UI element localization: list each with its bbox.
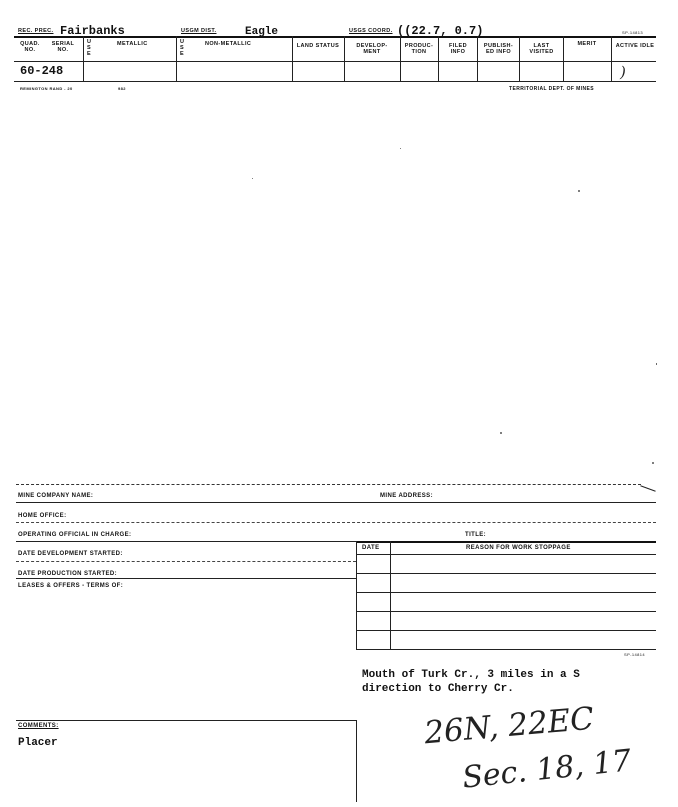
col-divider xyxy=(292,36,293,81)
mine-address-label: MINE ADDRESS: xyxy=(380,493,433,499)
col-divider xyxy=(176,36,177,81)
lower-top-rule xyxy=(16,484,641,485)
usgs-dist-value: Eagle xyxy=(245,26,279,38)
date-dev-label: DATE DEVELOPMENT STARTED: xyxy=(18,551,123,557)
header-mid-rule xyxy=(14,61,656,62)
rule xyxy=(16,502,656,503)
location-line-1: Mouth of Turk Cr., 3 miles in a S xyxy=(362,669,580,681)
col-divider xyxy=(611,36,612,81)
home-office-label: HOME OFFICE: xyxy=(18,513,67,519)
handwritten-township: 26N, 22EC xyxy=(422,700,596,752)
comments-label: COMMENTS: xyxy=(18,723,59,729)
form-code-bottom: SP-14814 xyxy=(624,652,645,657)
title-label: TITLE: xyxy=(465,532,487,538)
col-non-metallic: NON-METALLIC xyxy=(205,41,252,47)
quad-value: 60-248 xyxy=(20,64,64,78)
col-divider xyxy=(519,36,520,81)
header-bottom-rule xyxy=(14,81,656,82)
col-use-right: U S E xyxy=(180,39,185,57)
stoppage-reason-header: REASON FOR WORK STOPPAGE xyxy=(466,545,571,551)
stoppage-top-rule xyxy=(356,541,656,543)
footer-left: REMINGTON RAND - 20 xyxy=(20,86,73,91)
footer-right: TERRITORIAL DEPT. OF MINES xyxy=(509,86,594,92)
col-divider xyxy=(400,36,401,81)
form-code-top: SP-14813 xyxy=(622,30,643,35)
location-line-2: direction to Cherry Cr. xyxy=(362,683,514,695)
header-top-rule xyxy=(14,36,656,38)
stoppage-row-rule xyxy=(356,630,656,631)
comments-top-rule xyxy=(16,720,356,721)
corner-tick xyxy=(640,485,655,491)
col-filed-info: FILED INFO xyxy=(449,43,467,55)
rule xyxy=(16,561,356,562)
rec-prec-label: REC. PREC. xyxy=(18,28,54,34)
stoppage-row-rule xyxy=(356,592,656,593)
handwritten-section: Sec. 18, 17 xyxy=(460,743,633,796)
col-quad-no: QUAD. NO. xyxy=(20,41,40,53)
scan-speck xyxy=(400,148,401,149)
usgs-dist-label: USGM DIST. xyxy=(181,28,217,34)
leases-label: LEASES & OFFERS - TERMS OF: xyxy=(18,583,124,589)
comments-value: Placer xyxy=(18,737,58,749)
active-idle-mark: ) xyxy=(620,63,626,81)
col-land-status: LAND STATUS xyxy=(296,43,340,49)
col-metallic: METALLIC xyxy=(117,41,148,47)
col-divider xyxy=(477,36,478,81)
scan-speck xyxy=(578,190,580,192)
mine-company-label: MINE COMPANY NAME: xyxy=(18,493,94,499)
col-development: DEVELOP-MENT xyxy=(356,43,388,55)
usgs-coord-value: ((22.7, 0.7) xyxy=(397,24,484,38)
col-last-visited: LAST VISITED xyxy=(529,43,554,55)
col-divider xyxy=(563,36,564,81)
rule xyxy=(16,522,656,523)
footer-left-code: 982 xyxy=(118,86,126,91)
stoppage-date-divider xyxy=(390,541,391,649)
usgs-coord-label: USGS COORD. xyxy=(349,28,393,34)
stoppage-row-rule xyxy=(356,649,656,650)
col-divider xyxy=(438,36,439,81)
col-production: PRODUC-TION xyxy=(404,43,434,55)
rec-prec-value: Fairbanks xyxy=(60,24,125,38)
col-divider xyxy=(344,36,345,81)
rule xyxy=(16,578,356,579)
scan-speck xyxy=(656,363,657,365)
comments-right-border xyxy=(356,720,357,802)
stoppage-row-rule xyxy=(356,573,656,574)
col-published-info: PUBLISH-ED INFO xyxy=(483,43,514,55)
operating-official-label: OPERATING OFFICIAL IN CHARGE: xyxy=(18,532,132,538)
col-merit: MERIT xyxy=(577,41,597,47)
scan-speck xyxy=(652,462,654,464)
scan-speck xyxy=(252,178,253,179)
stoppage-left-border xyxy=(356,541,357,649)
stoppage-date-header: DATE xyxy=(362,545,380,551)
date-prod-label: DATE PRODUCTION STARTED: xyxy=(18,571,118,577)
stoppage-row-rule xyxy=(356,554,656,555)
scan-speck xyxy=(500,432,502,434)
col-active-idle: ACTIVE IDLE xyxy=(615,43,655,49)
col-serial-no: SERIAL NO. xyxy=(51,41,75,53)
stoppage-row-rule xyxy=(356,611,656,612)
col-divider xyxy=(83,36,84,81)
col-use-left: U S E xyxy=(87,39,92,57)
